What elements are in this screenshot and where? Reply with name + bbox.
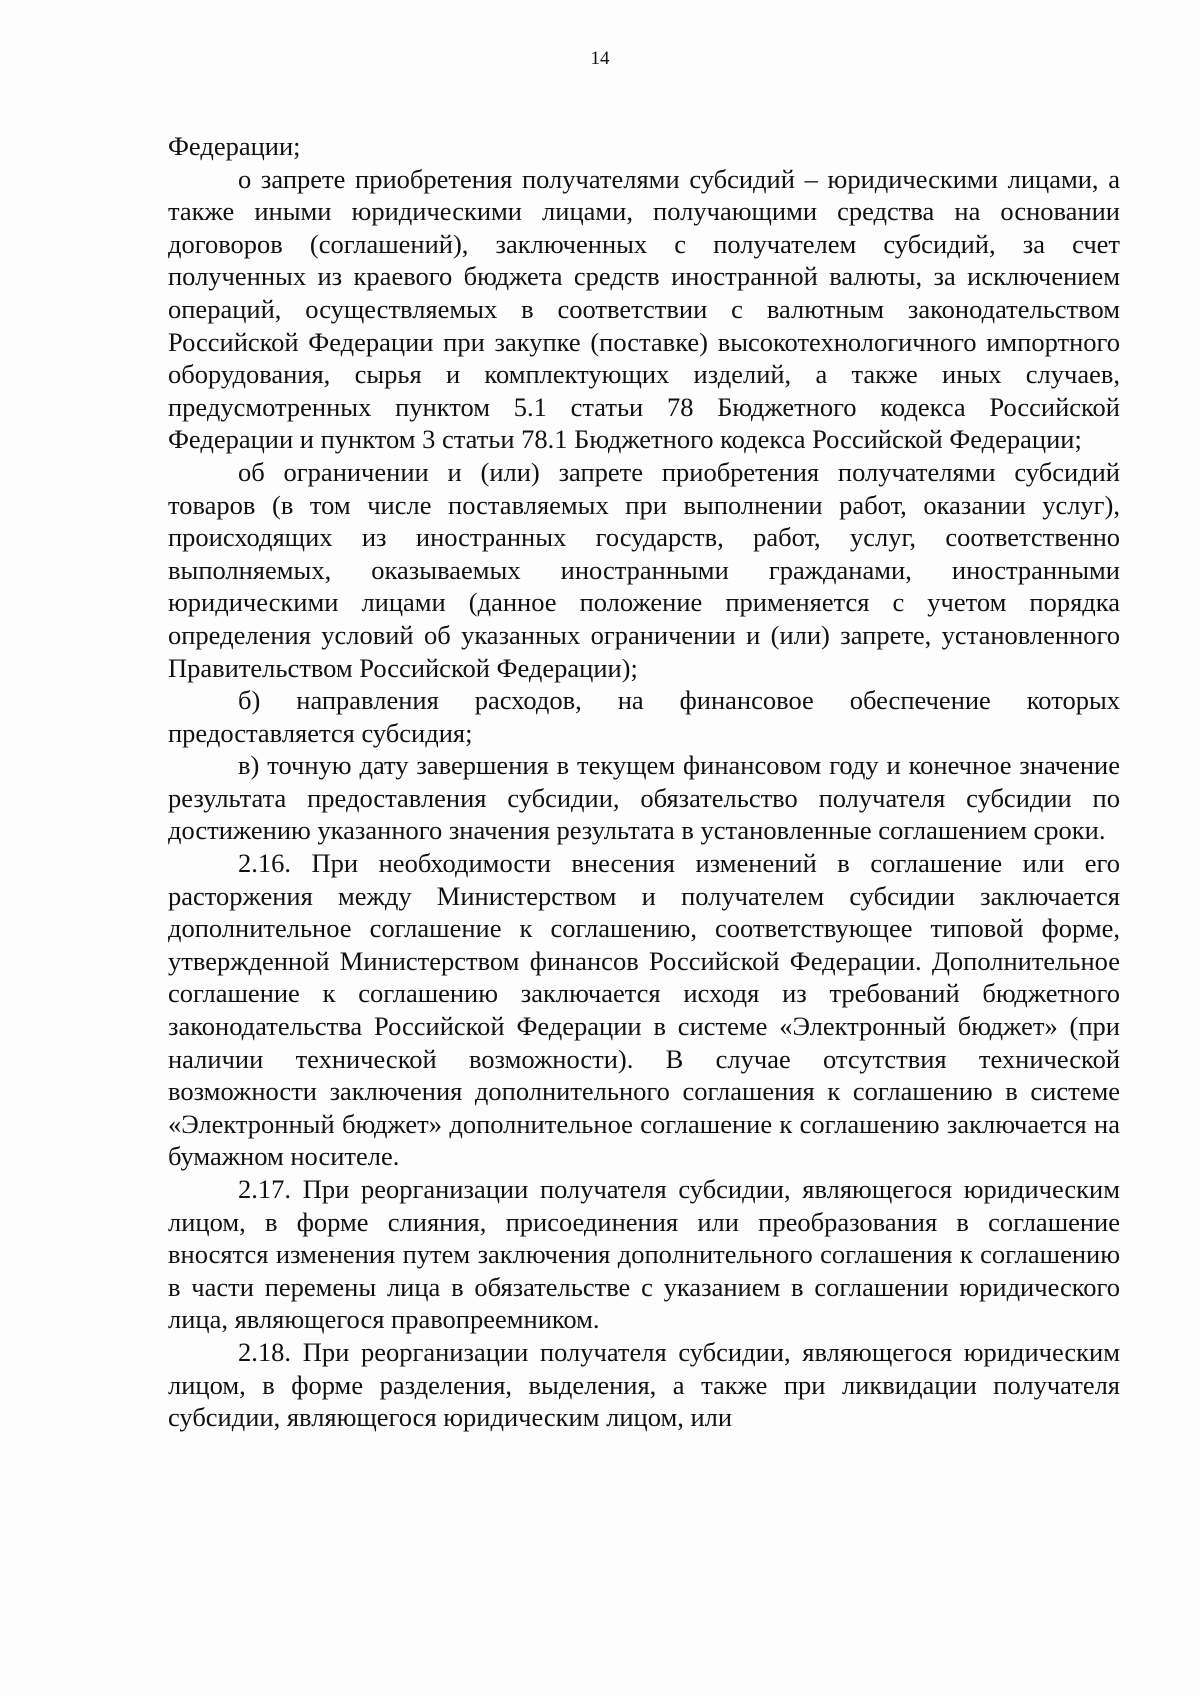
document-body (168, 130, 1120, 1434)
paragraph-item-b: б) направления расходов, на финансовое обеспечение которых предоставляется субсидия; (168, 685, 1120, 748)
paragraph-federation-end: Федерации; (168, 131, 301, 161)
paragraph-2-16: 2.16. При необходимости внесения изменений в соглашение или его расторжения между Министерством и получателем субсидии заключается дополнительное соглашение к соглашению, соответствующее типовой форме, утвержденной Министерством финансов Российской Федерации. Дополнительное соглашение к соглашению заключается исходя из требований бюджетного законодательства Российской Федерации в системе «Электронный бюджет» (при наличии технической возможности). В случае отсутствия технической возможности заключения дополнительного соглашения к соглашению в системе «Электронный бюджет» дополнительное соглашение к соглашению заключается на бумажном носителе. (168, 848, 1120, 1172)
paragraph-2-18: 2.18. При реорганизации получателя субсидии, являющегося юридическим лицом, в форме разделения, выделения, а также при ликвидации получателя субсидии, являющегося юридическим лицом, или (168, 1336, 1120, 1433)
paragraph-2-17: 2.17. При реорганизации получателя субсидии, являющегося юридическим лицом, в форме слияния, присоединения или преобразования в соглашение вносятся изменения путем заключения дополнительного соглашения к соглашению в части перемены лица в обязательстве с указанием в соглашении юридического лица, являющегося правопреемником. (168, 1174, 1120, 1335)
page-number: 14 (590, 48, 610, 69)
paragraph-currency-ban: о запрете приобретения получателями субсидий – юридическими лицами, а также иными юридическими лицами, получающими средства на основании договоров (соглашений), заключенных с получателем субсидий, за счет полученных из краевого бюджета средств иностранной валюты, за исключением операций, осуществляемых в соответствии с валютным законодательством Российской Федерации при закупке (поставке) высокотехнологичного импортного оборудования, сырья и комплектующих изделий, а также иных случаев, предусмотренных пунктом 5.1 статьи 78 Бюджетного кодекса Российской Федерации и пунктом 3 статьи 78.1 Бюджетного кодекса Российской Федерации; (168, 163, 1120, 455)
paragraph-item-v: в) точную дату завершения в текущем финансовом году и конечное значение результата предоставления субсидии, обязательство получателя субсидии по достижению указанного значения результата в установленные соглашением сроки. (168, 750, 1120, 846)
paragraph-foreign-goods: об ограничении и (или) запрете приобретения получателями субсидий товаров (в том числе поставляемых при выполнении работ, оказании услуг), происходящих из иностранных государств, работ, услуг, соответственно выполняемых, оказываемых иностранными гражданами, иностранными юридическими лицами (данное положение применяется с учетом порядка определения условий об указанных ограничении и (или) запрете, установленного Правительством Российской Федерации); (168, 456, 1120, 683)
